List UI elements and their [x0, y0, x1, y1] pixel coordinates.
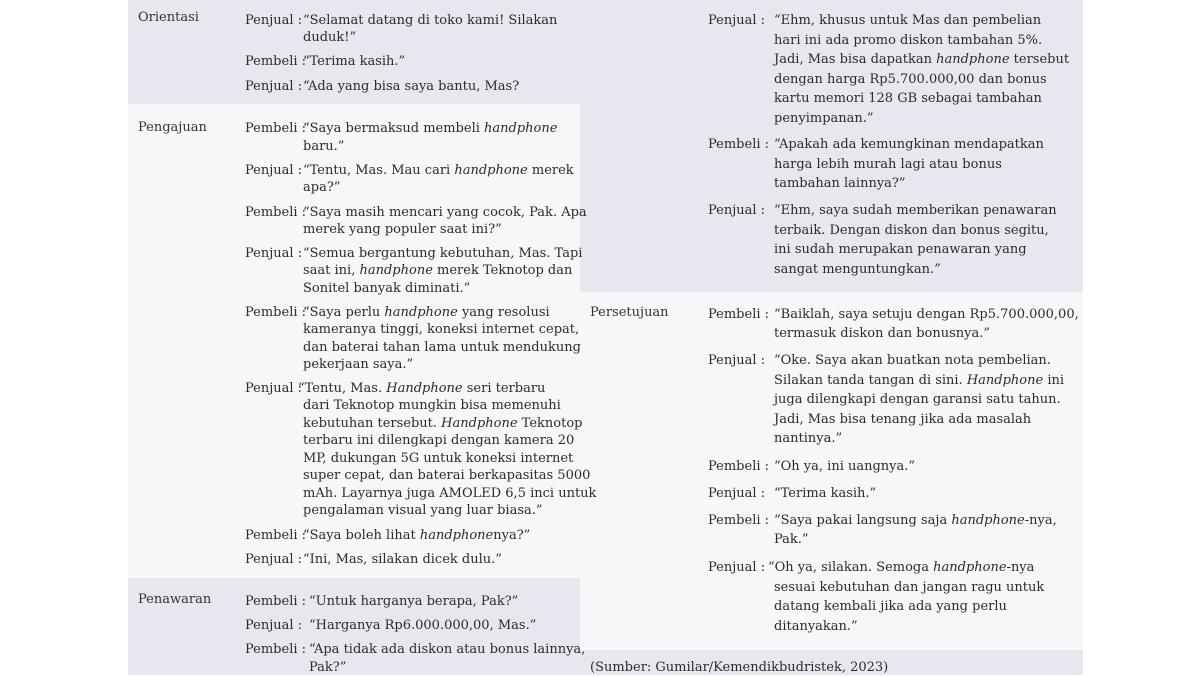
- italic-term: handphone: [936, 52, 1010, 67]
- dialogue-line: harga lebih murah lagi atau bonus: [774, 156, 1002, 172]
- dialogue-line: “Ehm, khusus untuk Mas dan pembelian: [774, 13, 1042, 28]
- stage-label: Orientasi: [138, 10, 199, 25]
- dialogue-line: ditanyakan.”: [774, 618, 858, 634]
- dialogue-line: “Untuk harganya berapa, Pak?”: [309, 594, 519, 609]
- speaker-label: Penjual :: [245, 246, 303, 261]
- dialogue-line: “Ada yang bisa saya bantu, Mas?: [303, 79, 520, 94]
- dialogue-line: “Terima kasih.”: [303, 54, 406, 69]
- dialogue-line: “Apa tidak ada diskon atau bonus lainnya,: [309, 642, 586, 657]
- line-text: tersebut: [1009, 52, 1070, 67]
- speaker-label: Pembeli :: [245, 642, 307, 657]
- stage-label: Persetujuan: [590, 305, 669, 320]
- line-text: -nya: [1006, 560, 1035, 575]
- line-text: seri terbaru: [462, 381, 546, 396]
- dialogue-line: dan baterai tahan lama untuk mendukung: [303, 340, 581, 355]
- source-note: (Sumber: Gumilar/Kemendikbudristek, 2023): [590, 660, 889, 675]
- line-text: “Tentu, Mas.: [298, 381, 387, 396]
- dialogue-line: Sonitel banyak diminati.”: [303, 281, 471, 296]
- dialogue-line: dari Teknotop mungkin bisa memenuhi: [303, 398, 561, 413]
- line-text: saat ini,: [303, 263, 360, 278]
- dialogue-line: super cepat, dan baterai berkapasitas 5000: [303, 468, 591, 483]
- dialogue-line: termasuk diskon dan bonusnya.”: [774, 326, 991, 341]
- speaker-label: Pembeli :: [708, 137, 770, 152]
- dialogue-line: terbaru ini dilengkapi dengan kamera 20: [303, 433, 575, 448]
- italic-term: Handphone: [441, 415, 518, 431]
- speaker-label: Penjual :: [245, 13, 303, 28]
- dialogue-line: penyimpanan.”: [774, 110, 874, 126]
- speaker-label: Penjual :: [245, 163, 303, 178]
- dialogue-line: [303, 414, 582, 433]
- dialogue-line: Jadi, Mas bisa tenang jika ada masalah: [774, 411, 1032, 427]
- speaker-label: Penjual :: [708, 13, 766, 28]
- dialogue-line: “Oh ya, ini uangnya.”: [774, 459, 916, 474]
- italic-term: Handphone: [966, 372, 1044, 388]
- dialogue-line: “Selamat datang di toko kami! Silakan: [303, 13, 558, 28]
- dialogue-line: Pak.”: [774, 532, 809, 547]
- speaker-label: Pembeli :: [708, 307, 770, 322]
- speaker-label: Pembeli :: [708, 459, 770, 474]
- dialogue-line: “Saya masih mencari yang cocok, Pak. Apa: [303, 205, 587, 220]
- dialogue-line: nantinya.”: [774, 431, 843, 446]
- dialogue-line: [774, 511, 1057, 530]
- dialogue-line: baru.”: [303, 139, 345, 154]
- speaker-label: Pembeli :: [245, 594, 307, 609]
- italic-term: handphone: [484, 121, 558, 136]
- line-text: nya?”: [493, 528, 531, 543]
- dialogue-line: “Terima kasih.”: [774, 486, 877, 501]
- line-text: yang resolusi: [457, 305, 550, 320]
- dialogue-line: kameranya tinggi, koneksi internet cepat,: [303, 322, 580, 337]
- dialogue-line: kartu memori 128 GB sebagai tambahan: [774, 91, 1042, 106]
- section-source: [580, 650, 1083, 675]
- dialogue-line: apa?”: [303, 180, 341, 195]
- speaker-label: Penjual :: [708, 486, 766, 501]
- speaker-label: Pembeli :: [245, 54, 307, 69]
- dialogue-line: juga dilengkapi dengan garansi satu tahun.: [774, 392, 1061, 407]
- italic-term: handphone: [419, 528, 494, 543]
- dialogue-line: [774, 50, 1069, 69]
- speaker-label: Penjual :: [708, 560, 766, 575]
- dialogue-line: MP, dukungan 5G untuk koneksi internet: [303, 450, 574, 466]
- italic-term: handphone: [454, 163, 528, 178]
- dialogue-line: pengalaman visual yang luar biasa.”: [303, 503, 543, 518]
- italic-term: handphone: [951, 513, 1025, 528]
- line-text: -nya,: [1024, 513, 1057, 528]
- dialogue-line: terbaik. Dengan diskon dan bonus segitu,: [774, 222, 1049, 238]
- line-text: kebutuhan tersebut.: [303, 415, 442, 431]
- italic-term: handphone: [933, 560, 1007, 575]
- dialogue-line: “Oke. Saya akan buatkan nota pembelian.: [774, 353, 1051, 368]
- speaker-label: Penjual :: [708, 353, 766, 368]
- dialogue-line: “Semua bergantung kebutuhan, Mas. Tapi: [303, 246, 583, 261]
- dialogue-line: “Baiklah, saya setuju dengan Rp5.700.000,00,: [774, 307, 1079, 322]
- line-text: merek Teknotop dan: [432, 263, 573, 278]
- speaker-label: Penjual :: [245, 552, 303, 567]
- speaker-label: Pembeli :: [245, 305, 307, 320]
- dialogue-line: “Apakah ada kemungkinan mendapatkan: [774, 137, 1044, 152]
- dialogue-line: ini sudah merupakan penawaran yang: [774, 242, 1027, 257]
- dialogue-line: datang kembali jika ada yang perlu: [774, 599, 1007, 614]
- speaker-label: Pembeli :: [245, 121, 307, 136]
- dialogue-line: hari ini ada promo diskon tambahan 5%.: [774, 32, 1043, 48]
- dialogue-line: [303, 261, 572, 280]
- dialogue-line: [303, 526, 530, 545]
- italic-term: handphone: [384, 305, 458, 320]
- line-text: “Saya boleh lihat: [303, 528, 420, 543]
- dialogue-line: mAh. Layarnya juga AMOLED 6,5 inci untuk: [303, 485, 597, 501]
- dialogue-line: Pak?”: [309, 660, 347, 675]
- dialogue-line: [303, 161, 574, 180]
- italic-term: handphone: [359, 263, 433, 278]
- dialogue-line: [768, 558, 1034, 577]
- line-text: “Saya bermaksud membeli: [303, 121, 485, 136]
- dialogue-line: duduk!”: [303, 30, 357, 45]
- speaker-label: Penjual :: [245, 618, 303, 633]
- dialogue-line: [774, 371, 1064, 390]
- speaker-label: Pembeli :: [708, 513, 770, 528]
- stage-label: Pengajuan: [138, 120, 207, 135]
- speaker-label: Pembeli :: [245, 528, 307, 543]
- line-text: Silakan tanda tangan di sini.: [774, 372, 967, 388]
- dialogue-line: [303, 119, 557, 138]
- speaker-label: Penjual :: [708, 203, 766, 218]
- line-text: Jadi, Mas bisa dapatkan: [774, 52, 937, 67]
- dialogue-line: dengan harga Rp5.700.000,00 dan bonus: [774, 71, 1047, 87]
- line-text: ini: [1043, 372, 1065, 388]
- dialogue-line: sangat menguntungkan.”: [774, 261, 941, 277]
- dialogue-line: “Ini, Mas, silakan dicek dulu.”: [303, 552, 502, 567]
- line-text: “Tentu, Mas. Mau cari: [303, 163, 455, 178]
- stage-label: Penawaran: [138, 592, 212, 607]
- dialogue-line: sesuai kebutuhan dan jangan ragu untuk: [774, 579, 1045, 595]
- italic-term: Handphone: [386, 381, 463, 396]
- dialogue-line: merek yang populer saat ini?”: [303, 222, 502, 237]
- speaker-label: Pembeli :: [245, 205, 307, 220]
- line-text: Teknotop: [517, 415, 583, 431]
- line-text: “Saya pakai langsung saja: [774, 513, 952, 528]
- dialogue-line: pekerjaan saya.”: [303, 357, 414, 372]
- dialogue-line: “Ehm, saya sudah memberikan penawaran: [774, 203, 1057, 218]
- dialogue-line: tambahan lainnya?”: [774, 176, 906, 191]
- line-text: “Saya perlu: [303, 305, 385, 320]
- line-text: merek: [527, 163, 574, 178]
- dialogue-line: “Harganya Rp6.000.000,00, Mas.”: [309, 618, 537, 633]
- line-text: “Oh ya, silakan. Semoga: [768, 560, 934, 575]
- speaker-label: Penjual :: [245, 79, 303, 94]
- speaker-label: Penjual :: [245, 381, 303, 396]
